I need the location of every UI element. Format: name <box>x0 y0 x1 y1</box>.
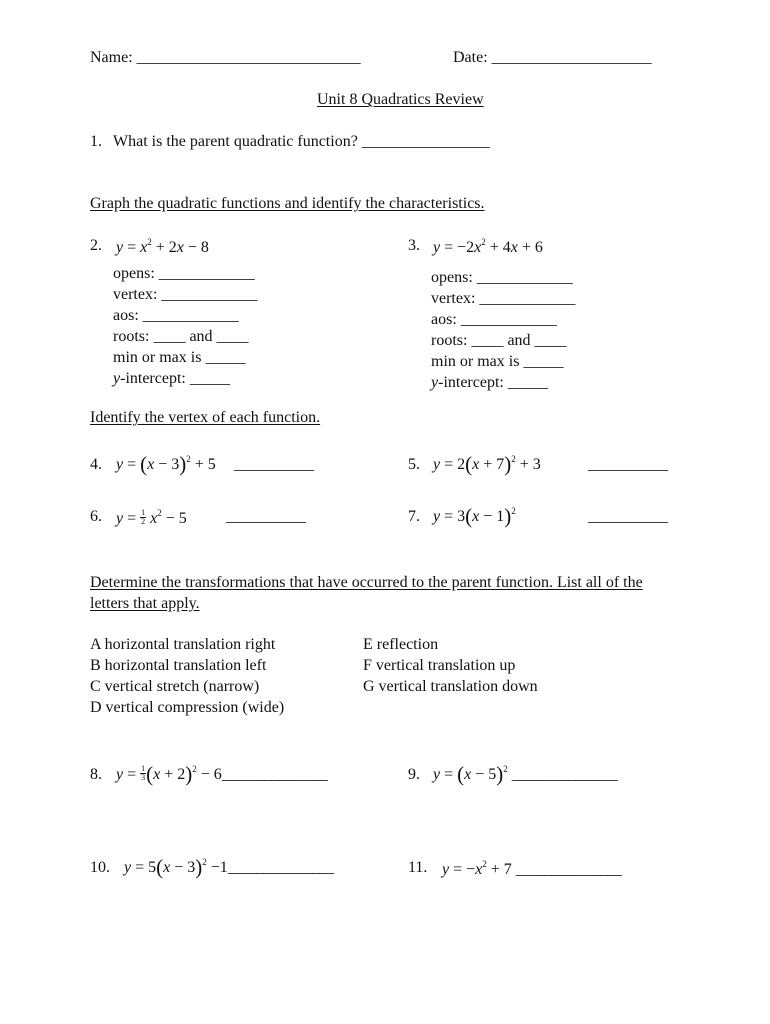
question-1-number: 1. <box>90 133 102 150</box>
question-3-number: 3. <box>408 237 420 254</box>
question-3-equation: $y = -2x^2 + 4x + 6$ <box>433 237 543 256</box>
q2-min-max: min or max is _____ <box>113 349 246 366</box>
question-4-equation: $y = (x - 3)^2 + 5$ <box>116 452 216 476</box>
section-heading-transform-line1: Determine the transformations that have occurred to the parent function. List all of the <box>90 574 643 591</box>
q2-vertex: vertex: ____________ <box>113 286 258 303</box>
question-6-equation: y = $\frac{1}{2}$ $x^2 - 5$ <box>116 508 187 527</box>
option-f: F vertical translation up <box>363 657 516 674</box>
q2-opens: opens: ____________ <box>113 265 255 282</box>
question-7-equation: $y = 3(x - 1)^2$ <box>433 504 516 528</box>
page-title: Unit 8 Quadratics Review <box>317 91 484 108</box>
question-9-answer-blank: _______________ <box>511 766 617 783</box>
question-10-answer-blank: _______________ <box>227 859 333 876</box>
question-10-number: 10. <box>90 859 110 876</box>
q2-aos: aos: ____________ <box>113 307 239 324</box>
q3-y-intercept <box>431 375 548 391</box>
option-a: A horizontal translation right <box>90 636 276 653</box>
option-c: C vertical stretch (narrow) <box>90 678 260 695</box>
q3-roots: roots: ____ and ____ <box>431 332 567 349</box>
q3-min-max: min or max is _____ <box>431 353 564 370</box>
question-11-number: 11. <box>408 859 428 876</box>
date-field-label: Date: ____________________ <box>453 49 652 66</box>
question-2-equation: $y = x^2 + 2x - 8$ <box>116 237 209 256</box>
q3-aos: aos: ____________ <box>431 311 557 328</box>
question-7-number: 7. <box>408 508 420 525</box>
question-7-answer-blank: __________ <box>588 508 668 525</box>
question-4-answer-blank: __________ <box>234 456 314 473</box>
q3-y-label: y <box>431 374 439 391</box>
question-11-equation: $y = -x^2 + 7$ _______________ <box>442 859 621 878</box>
question-6-number: 6. <box>90 508 102 525</box>
question-5-number: 5. <box>408 456 420 473</box>
q2-y-label: y <box>113 370 121 387</box>
option-d: D vertical compression (wide) <box>90 699 285 716</box>
question-8-number: 8. <box>90 766 102 783</box>
q3-y-intercept-text: -intercept: _____ <box>438 374 548 391</box>
q3-vertex: vertex: ____________ <box>431 290 576 307</box>
section-heading-transform-line2: letters that apply. <box>90 595 200 612</box>
name-field-label: Name: ____________________________ <box>90 49 361 66</box>
question-11-answer-blank: _______________ <box>515 861 621 878</box>
q2-roots: roots: ____ and ____ <box>113 328 249 345</box>
question-9-number: 9. <box>408 766 420 783</box>
option-e: E reflection <box>363 636 439 653</box>
q3-opens: opens: ____________ <box>431 269 573 286</box>
question-5-equation: $y = 2(x + 7)^2 + 3$ <box>433 452 541 476</box>
section-heading-graph: Graph the quadratic functions and identify the characteristics. <box>90 195 485 212</box>
q2-y-intercept-text: -intercept: _____ <box>120 370 230 387</box>
question-10-equation: $y = 5(x - 3)^2$ −1_______________ <box>124 855 333 879</box>
question-6-answer-blank: __________ <box>226 508 306 525</box>
question-2-number: 2. <box>90 237 102 254</box>
option-g: G vertical translation down <box>363 678 538 695</box>
q2-y-intercept <box>113 371 230 387</box>
question-8-equation: y = $\frac{1}{3}$ $(x + 2)^2$ − 6_______________ <box>116 762 327 786</box>
option-b: B horizontal translation left <box>90 657 267 674</box>
question-5-answer-blank: __________ <box>588 456 668 473</box>
question-8-answer-blank: _______________ <box>221 766 327 783</box>
question-1-text: What is the parent quadratic function? ________________ <box>113 133 490 150</box>
section-heading-vertex: Identify the vertex of each function. <box>90 409 321 426</box>
question-4-number: 4. <box>90 456 102 473</box>
question-9-equation: $y = (x - 5)^2$ _______________ <box>433 762 617 786</box>
